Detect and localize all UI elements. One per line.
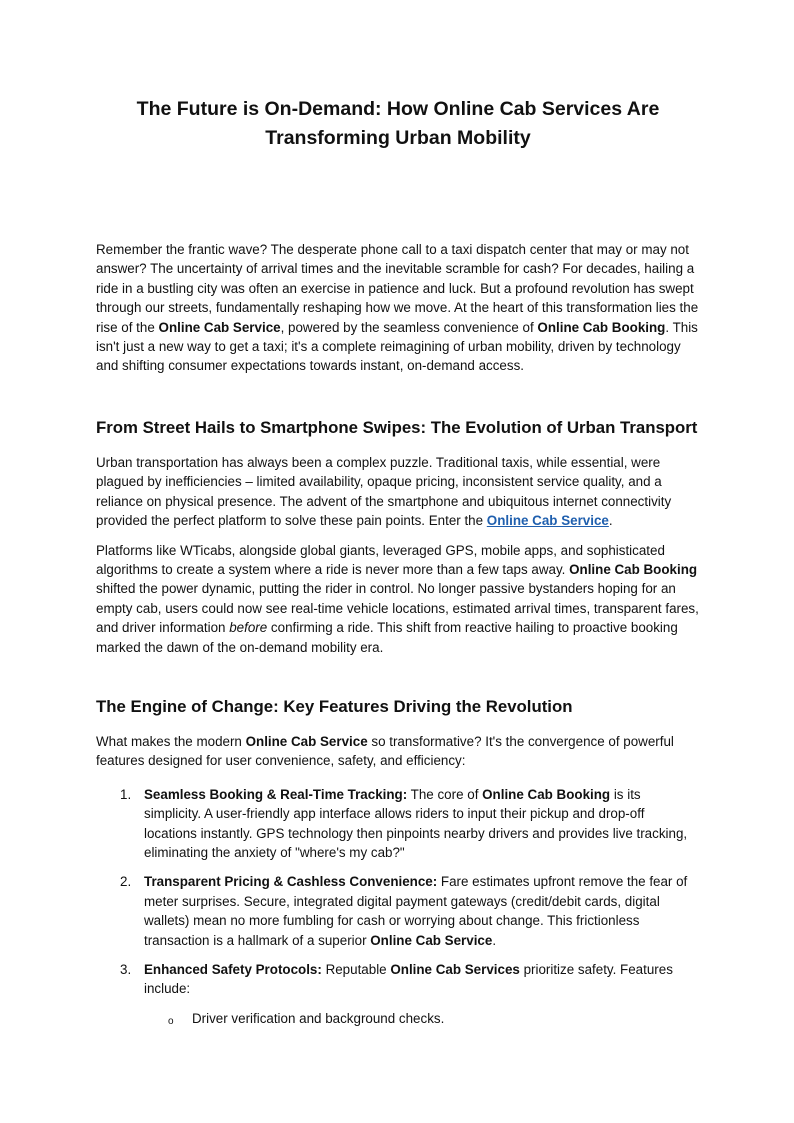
features-list [96,785,700,1028]
feature-title: Enhanced Safety Protocols: [144,962,322,978]
title-line-2: Transforming Urban Mobility [265,127,531,149]
section-key-features-intro: What makes the modern Online Cab Service so transformative? It's the convergence of powerful features designed for user convenience, safety, and efficiency: [96,734,674,769]
section-evolution-heading: From Street Hails to Smartphone Swipes: The Evolution of Urban Transport [96,418,698,437]
bold-online-cab-booking: Online Cab Booking [537,319,666,335]
bold-online-cab-booking: Online Cab Booking [569,562,698,578]
online-cab-service-link[interactable]: Online Cab Service [486,513,609,529]
intro-paragraph: Remember the frantic wave? The desperate phone call to a taxi dispatch center that may or may not answer? The uncertainty of arrival times and the inevitable scramble for cash? For decades, hailing a ride in a bustling city was often an exercise in patience and luck. But a profound revolution has swept through our streets, fundamentally reshaping how we move. At the heart of this transformation lies the rise of the Online Cab Service, powered by the seamless convenience of Online Cab Booking. This isn't just a new way to get a taxi; it's a complete reimagining of urban mobility, driven by technology and shifting consumer expectations towards instant, on-demand access. [96,242,699,374]
section-evolution-paragraph-2: Platforms like WTicabs, alongside global giants, leveraged GPS, mobile apps, and sophisticated algorithms to create a system where a ride is never more than a few taps away. Online Cab Booking shifted the power dynamic, putting the rider in control. No longer passive bystanders hoping for an empty cab, users could now see real-time vehicle locations, estimated arrival times, transparent fares, and driver information before confirming a ride. This shift from reactive hailing to proactive booking marked the dawn of the on-demand mobility era. [96,542,699,655]
bold-online-cab-service: Online Cab Service [158,319,281,335]
safety-sublist [144,1009,700,1028]
bold-online-cab-service: Online Cab Service [245,734,368,749]
section-evolution [96,417,700,657]
italic-before: before [229,620,268,636]
document-title [96,95,700,153]
feature-title: Transparent Pricing & Cashless Convenience: [144,874,438,890]
list-item: 2. Transparent Pricing & Cashless Convenience: Fare estimates upfront remove the fear of meter surprises. Secure, integrated digital payment gateways (credit/debit cards, digital wallets) mean no more fumbling for cash or worrying about change. This frictionless transaction is a hallmark of a superior Online Cab Service. [120,874,688,948]
section-key-features-heading: The Engine of Change: Key Features Driving the Revolution [96,697,573,716]
section-key-features [96,696,700,1038]
section-evolution-paragraph-1: Urban transportation has always been a complex puzzle. Traditional taxis, while essential, were plagued by inefficiencies – limited availability, opaque pricing, inconsistent service quality, and a reliance on physical presence. The advent of the smartphone and ubiquitous internet connectivity provided the perfect platform to solve these pain points. Enter the Online Cab Service. [96,455,672,529]
feature-title: Seamless Booking & Real-Time Tracking: [144,786,408,802]
list-number: 2. [120,874,132,890]
list-number: 3. [120,962,132,978]
hollow-bullet-icon: o [168,1015,174,1027]
list-item: 3. Enhanced Safety Protocols: Reputable Online Cab Services prioritize safety. Features include: o Driver verification and background checks. [96,960,700,1028]
title-line-1: The Future is On-Demand: How Online Cab Services Are [136,98,660,120]
list-number: 1. [120,786,132,802]
sub-list-item: o Driver verification and background checks. [144,1009,700,1028]
list-item: 1. Seamless Booking & Real-Time Tracking: The core of Online Cab Booking is its simplicity. A user-friendly app interface allows riders to input their pickup and drop-off locations instantly. GPS technology then pinpoints nearby drivers and provides live tracking, eliminating the anxiety of "where's my cab?" [120,786,688,861]
